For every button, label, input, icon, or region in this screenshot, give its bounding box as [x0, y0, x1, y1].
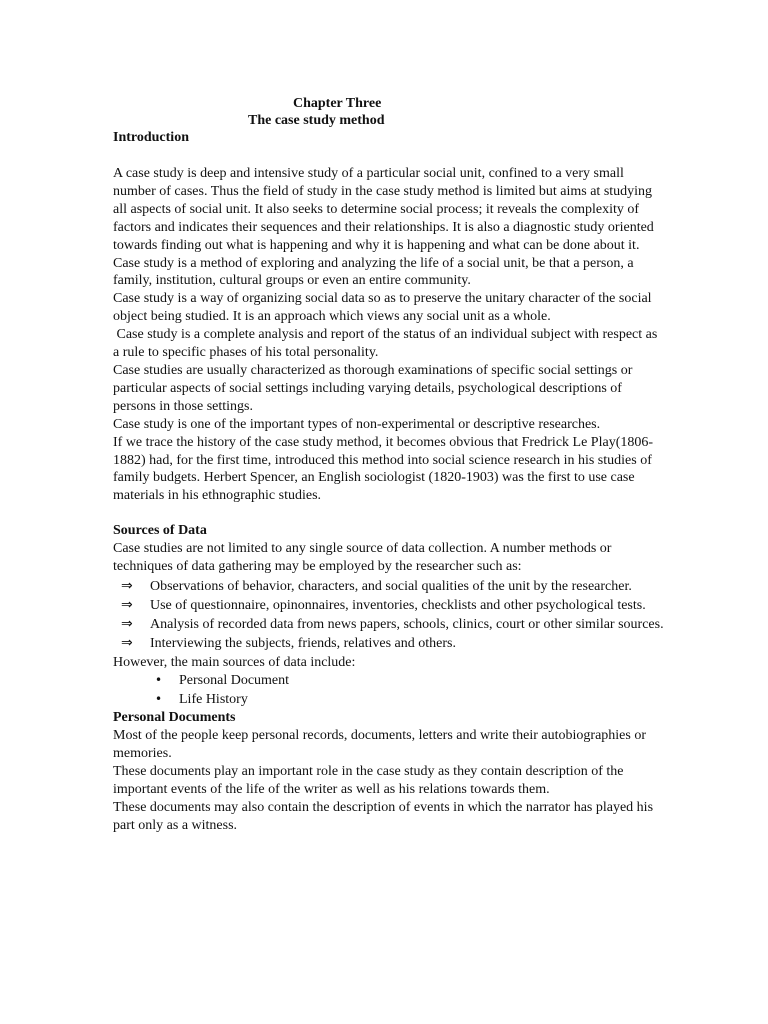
list-item-text: Life History	[179, 692, 248, 708]
bullet-icon: •	[155, 673, 163, 688]
arrow-icon: ⇒	[121, 634, 133, 651]
main-sources-list	[113, 671, 665, 709]
personal-documents-paragraph: These documents may also contain the description of events in which the narrator has played his part only as a witness.	[113, 800, 654, 833]
sources-list	[113, 578, 665, 653]
list-item-text: Use of questionnaire, opinonnaires, inventories, checklists and other psychological tests.	[150, 597, 646, 613]
arrow-icon: ⇒	[121, 615, 133, 632]
intro-paragraph: A case study is deep and intensive study of a particular social unit, confined to a very small number of cases. Thus the field of study in the case study method is limited but aims at studying all aspects of social unit. It also seeks to determine social process; it reveals the complexity of factors and indicates their sequences and their relationships. It is also a diagnostic study oriented towards finding out what is happening and why it is happening and what can be done about it.	[113, 166, 654, 253]
intro-paragraph: If we trace the history of the case study method, it becomes obvious that Fredrick Le Play(1806-1882) had, for the first time, introduced this method into social science research in his studies of family budgets. Herbert Spencer, an English sociologist (1820-1903) was the first to use case materials in his ethnographic studies.	[113, 434, 654, 504]
intro-paragraph: Case study is one of the important types of non-experimental or descriptive researches.	[113, 416, 601, 432]
main-sources-intro: However, the main sources of data include:	[113, 654, 356, 670]
intro-paragraph: Case study is a method of exploring and analyzing the life of a social unit, be that a person, a family, institution, cultural groups or even an entire community.	[113, 255, 634, 289]
list-item	[113, 616, 665, 634]
chapter-title: Chapter Three	[293, 96, 382, 111]
list-item	[113, 578, 665, 596]
introduction-heading: Introduction	[113, 130, 189, 145]
document-page	[113, 95, 665, 835]
list-item-text: Personal Document	[179, 673, 290, 689]
list-item	[113, 635, 665, 653]
list-item-text: Interviewing the subjects, friends, relatives and others.	[150, 635, 456, 651]
arrow-icon: ⇒	[121, 577, 133, 594]
sources-intro: Case studies are not limited to any single source of data collection. A number methods or techniques of data gathering may be employed by the researcher such as:	[113, 541, 612, 575]
list-item-text: Analysis of recorded data from news papers, schools, clinics, court or other similar sources.	[150, 616, 664, 632]
personal-documents-paragraph: These documents play an important role in the case study as they contain description of the important events of the life of the writer as well as his relations towards them.	[113, 764, 624, 798]
personal-documents-heading: Personal Documents	[113, 710, 236, 726]
list-item-text: Observations of behavior, characters, and social qualities of the unit by the researcher.	[150, 578, 632, 594]
list-item	[113, 690, 665, 709]
sources-heading: Sources of Data	[113, 523, 207, 539]
list-item	[113, 597, 665, 615]
intro-paragraph: Case studies are usually characterized as thorough examinations of specific social settings or particular aspects of social settings including varying details, psychological descriptions of persons in those settings.	[113, 362, 633, 414]
personal-documents-paragraph: Most of the people keep personal records, documents, letters and write their autobiographies or memories.	[113, 728, 647, 762]
chapter-subtitle: The case study method	[248, 113, 385, 128]
intro-paragraph: Case study is a way of organizing social data so as to preserve the unitary character of the social object being studied. It is an approach which views any social unit as a whole.	[113, 291, 652, 325]
arrow-icon: ⇒	[121, 596, 133, 613]
list-item	[113, 671, 665, 690]
bullet-icon: •	[155, 692, 163, 707]
spacer	[113, 148, 665, 165]
intro-paragraph: Case study is a complete analysis and report of the status of an individual subject with respect as a rule to specific phases of his total personality.	[113, 327, 661, 361]
